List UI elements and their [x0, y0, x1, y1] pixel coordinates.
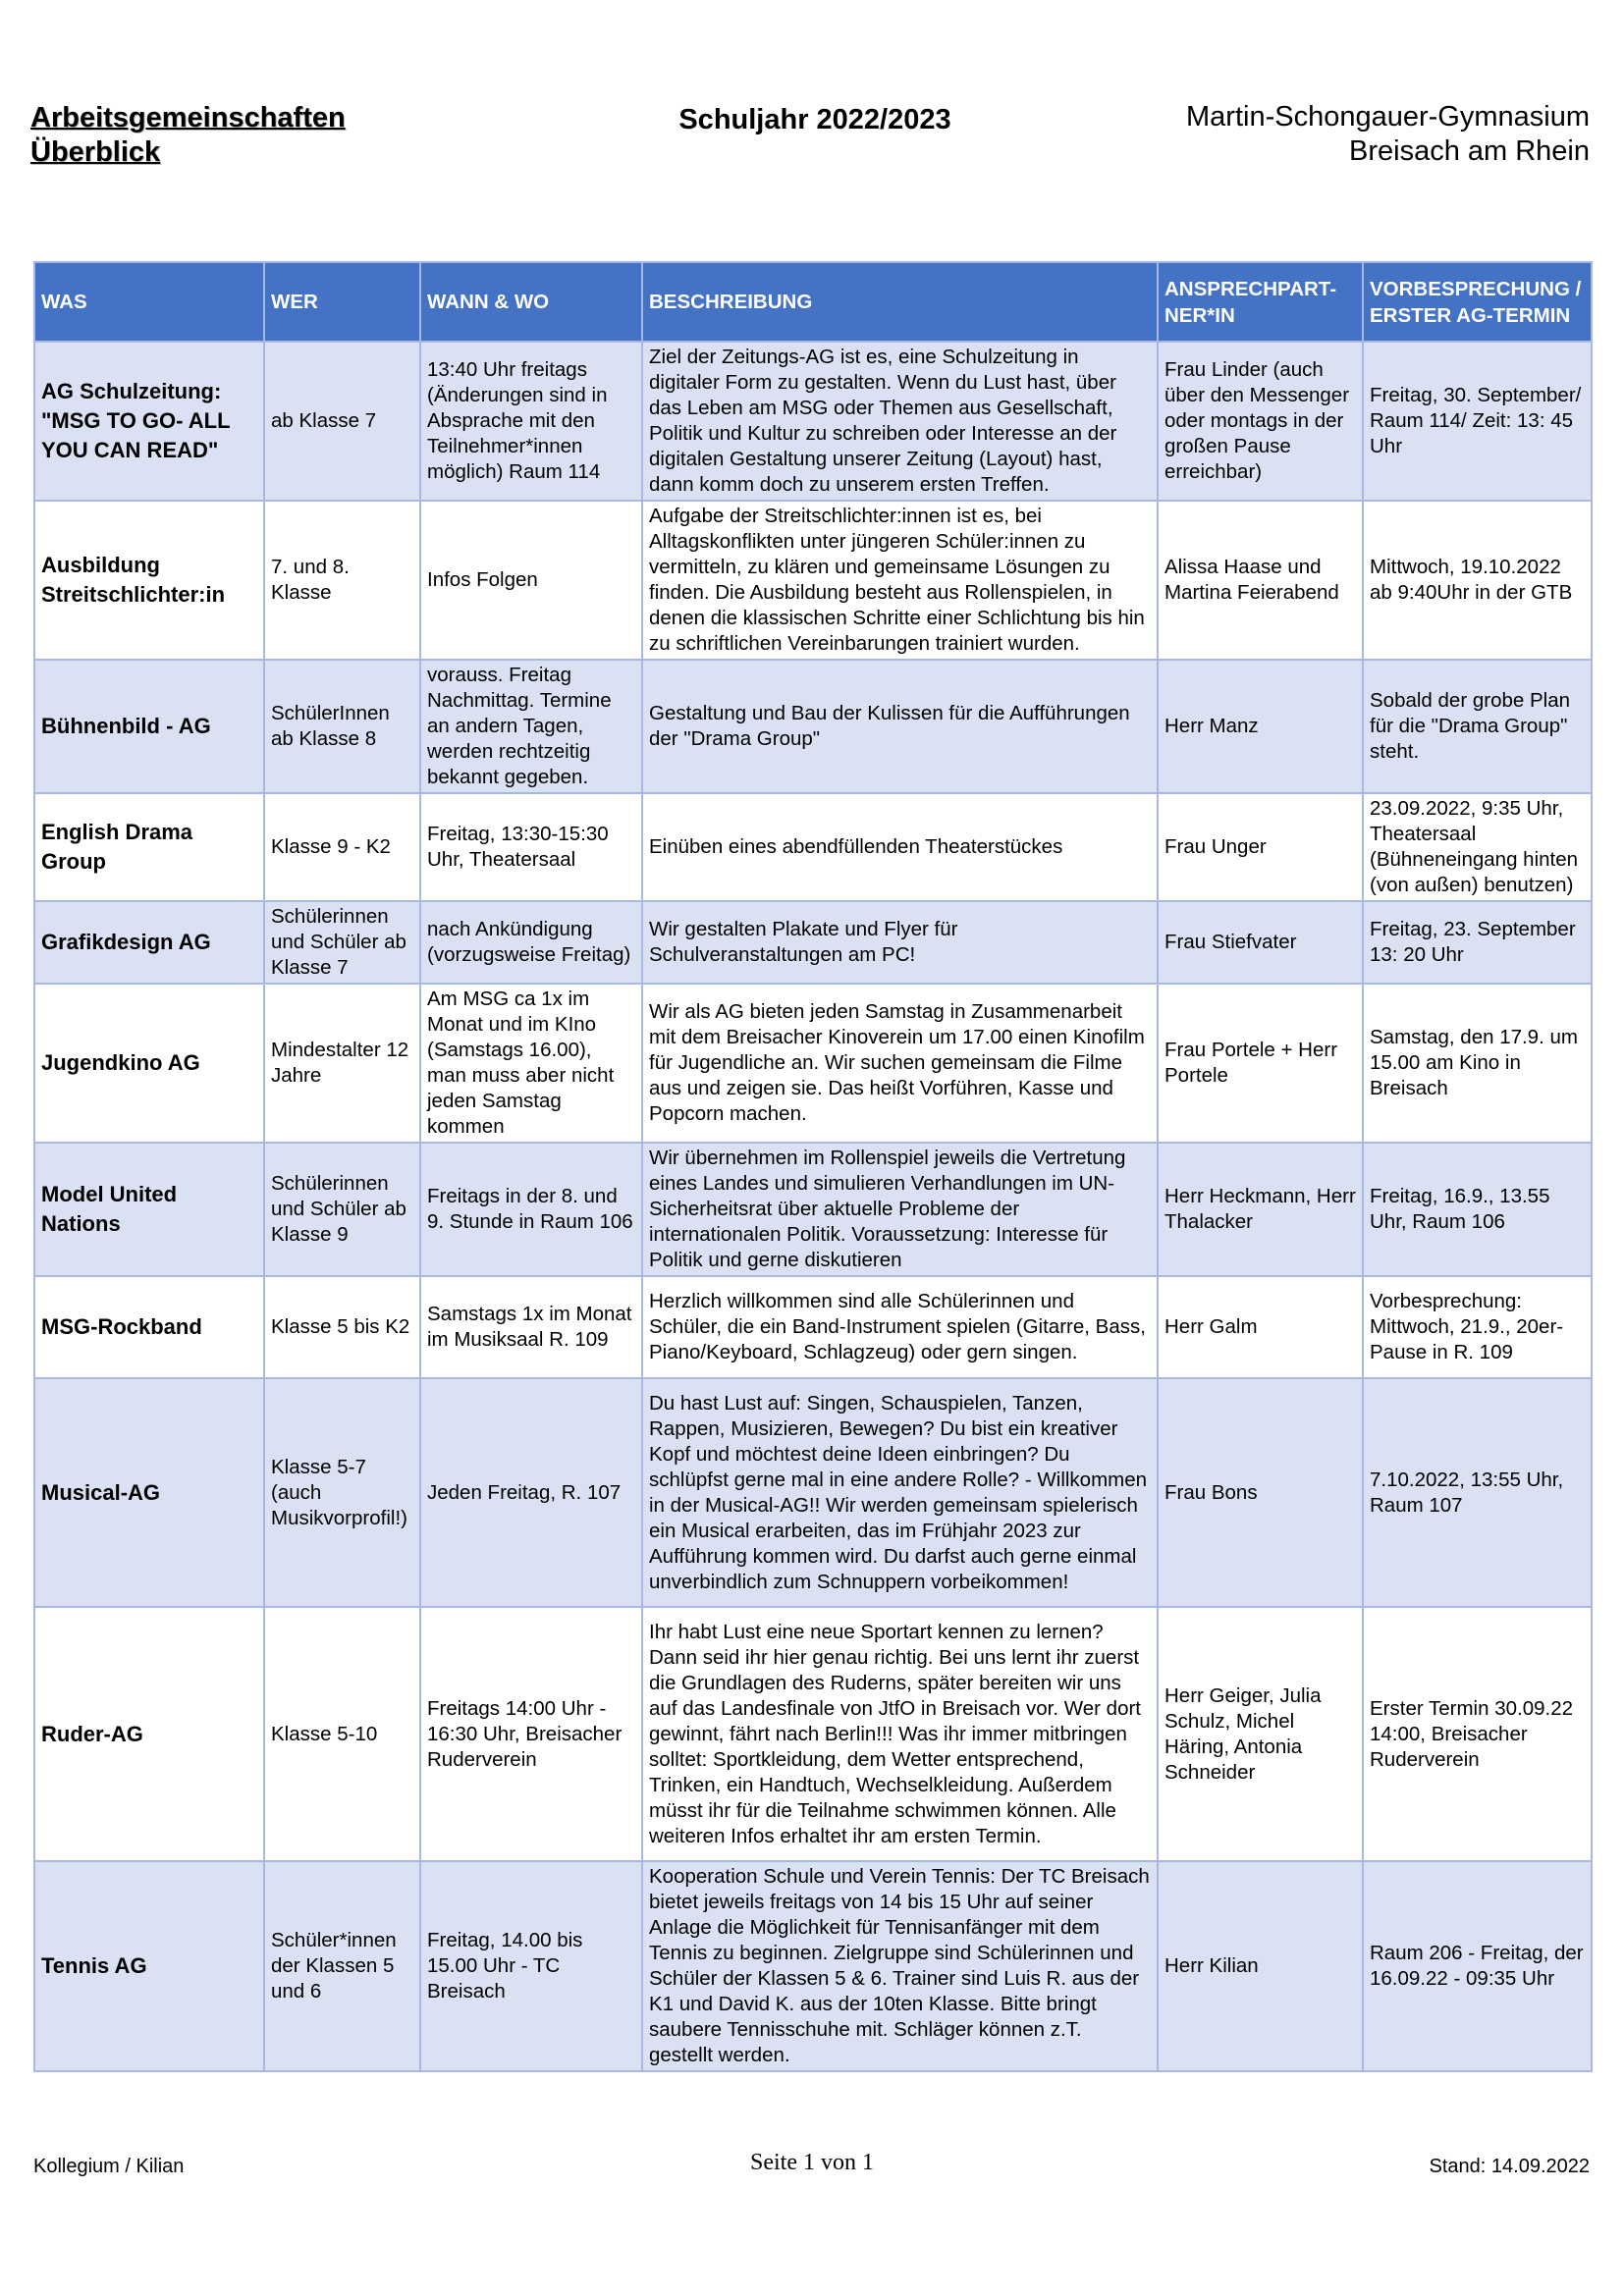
- table-row: [34, 793, 1592, 901]
- cell-termin: Mittwoch, 19.10.2022 ab 9:40Uhr in der GTB: [1363, 501, 1592, 660]
- footer-page-number: Seite 1 von 1: [750, 2150, 874, 2175]
- cell-wann-wo: Freitag, 14.00 bis 15.00 Uhr - TC Breisach: [420, 1861, 642, 2071]
- table-header: [34, 262, 1592, 342]
- table-row: [34, 1607, 1592, 1861]
- cell-was: Musical-AG: [34, 1378, 264, 1607]
- cell-wer: Klasse 5-10: [264, 1607, 420, 1861]
- cell-wer: Klasse 9 - K2: [264, 793, 420, 901]
- table-row: [34, 1378, 1592, 1607]
- cell-ansprechpartner: Frau Portele + Herr Portele: [1158, 984, 1363, 1143]
- cell-ansprechpartner: Alissa Haase und Martina Feierabend: [1158, 501, 1363, 660]
- cell-was: Model United Nations: [34, 1143, 264, 1276]
- cell-beschreibung: Ihr habt Lust eine neue Sportart kennen zu lernen? Dann seid ihr hier genau richtig. Bei uns lernt ihr zuerst die Grundlagen des Ruderns, später bereiten wir uns auf das Landesfinale von JtfO in Breisach vor. Wer dort gewinnt, fährt nach Berlin!!! Was ihr immer mitbringen solltet: Sportkleidung, dem Wetter entsprechend, Trinken, ein Handtuch, Wechselkleidung. Außerdem müsst ihr für die Teilnahme schwimmen können. Alle weiteren Infos erhaltet ihr am ersten Termin.: [642, 1607, 1158, 1861]
- cell-wann-wo: 13:40 Uhr freitags (Änderungen sind in Absprache mit den Teilnehmer*innen möglich) Raum 114: [420, 342, 642, 501]
- cell-wann-wo: Infos Folgen: [420, 501, 642, 660]
- cell-termin: Raum 206 - Freitag, der 16.09.22 - 09:35 Uhr: [1363, 1861, 1592, 2071]
- cell-beschreibung: Aufgabe der Streitschlichter:innen ist es, bei Alltagskonflikten unter jüngeren Schüler:innen zu vermitteln, zu klären und gemeinsame Lösungen zu finden. Die Ausbildung besteht aus Rollenspielen, in denen die klassischen Schritte einer Schlichtung bis hin zu schriftlichen Vereinbarungen trainiert wurden.: [642, 501, 1158, 660]
- cell-wer: Schüler*innen der Klassen 5 und 6: [264, 1861, 420, 2071]
- cell-termin: 7.10.2022, 13:55 Uhr, Raum 107: [1363, 1378, 1592, 1607]
- cell-ansprechpartner: Herr Heckmann, Herr Thalacker: [1158, 1143, 1363, 1276]
- table-row: [34, 1861, 1592, 2071]
- cell-was: MSG-Rockband: [34, 1276, 264, 1378]
- title-line-2: Überblick: [30, 136, 161, 168]
- cell-ansprechpartner: Herr Geiger, Julia Schulz, Michel Häring, Antonia Schneider: [1158, 1607, 1363, 1861]
- cell-wann-wo: Samstags 1x im Monat im Musiksaal R. 109: [420, 1276, 642, 1378]
- school-name: [1186, 100, 1590, 169]
- cell-wer: SchülerInnen ab Klasse 8: [264, 660, 420, 793]
- cell-was: English Drama Group: [34, 793, 264, 901]
- footer-date: Stand: 14.09.2022: [1429, 2156, 1590, 2177]
- cell-termin: Freitag, 23. September 13: 20 Uhr: [1363, 901, 1592, 984]
- cell-was: Ruder-AG: [34, 1607, 264, 1861]
- table-row: [34, 984, 1592, 1143]
- cell-beschreibung: Du hast Lust auf: Singen, Schauspielen, Tanzen, Rappen, Musizieren, Bewegen? Du bist ein kreativer Kopf und möchtest deine Ideen einbringen? Du schlüpfst gerne mal in eine andere Rolle? - Willkommen in der Musical-AG!! Wir werden gemeinsam spielerisch ein Musical erarbeiten, das im Frühjahr 2023 zur Aufführung kommen wird. Du darfst auch gerne einmal unverbindlich zum Schnuppern vorbeikommen!: [642, 1378, 1158, 1607]
- table-row: [34, 1143, 1592, 1276]
- col-header-ansprechpartner: ANSPRECHPART-NER*IN: [1158, 262, 1363, 342]
- ag-table: [33, 261, 1593, 2072]
- cell-termin: Vorbesprechung: Mittwoch, 21.9., 20er-Pause in R. 109: [1363, 1276, 1592, 1378]
- cell-termin: Samstag, den 17.9. um 15.00 am Kino in Breisach: [1363, 984, 1592, 1143]
- cell-wann-wo: Am MSG ca 1x im Monat und im KIno (Samstags 16.00), man muss aber nicht jeden Samstag kommen: [420, 984, 642, 1143]
- cell-wann-wo: vorauss. Freitag Nachmittag. Termine an andern Tagen, werden rechtzeitig bekannt gegeben.: [420, 660, 642, 793]
- col-header-wann-wo: WANN & WO: [420, 262, 642, 342]
- cell-ansprechpartner: Herr Kilian: [1158, 1861, 1363, 2071]
- footer-author: Kollegium / Kilian: [33, 2156, 185, 2177]
- school-year-label: Schuljahr 2022/2023: [678, 104, 951, 135]
- cell-wer: Schülerinnen und Schüler ab Klasse 9: [264, 1143, 420, 1276]
- cell-wann-wo: Freitag, 13:30-15:30 Uhr, Theatersaal: [420, 793, 642, 901]
- cell-was: Ausbildung Streitschlichter:in: [34, 501, 264, 660]
- cell-wer: Schülerinnen und Schüler ab Klasse 7: [264, 901, 420, 984]
- cell-termin: Freitag, 16.9., 13.55 Uhr, Raum 106: [1363, 1143, 1592, 1276]
- cell-ansprechpartner: Herr Manz: [1158, 660, 1363, 793]
- cell-wer: 7. und 8. Klasse: [264, 501, 420, 660]
- cell-was: Tennis AG: [34, 1861, 264, 2071]
- cell-wann-wo: Freitags 14:00 Uhr - 16:30 Uhr, Breisacher Ruderverein: [420, 1607, 642, 1861]
- cell-was: AG Schulzeitung: "MSG TO GO- ALL YOU CAN READ": [34, 342, 264, 501]
- cell-termin: Erster Termin 30.09.22 14:00, Breisacher Ruderverein: [1363, 1607, 1592, 1861]
- cell-ansprechpartner: Frau Linder (auch über den Messenger oder montags in der großen Pause erreichbar): [1158, 342, 1363, 501]
- cell-ansprechpartner: Frau Stiefvater: [1158, 901, 1363, 984]
- cell-ansprechpartner: Frau Unger: [1158, 793, 1363, 901]
- cell-termin: Sobald der grobe Plan für die "Drama Group" steht.: [1363, 660, 1592, 793]
- table-row: [34, 501, 1592, 660]
- cell-termin: Freitag, 30. September/ Raum 114/ Zeit: 13: 45 Uhr: [1363, 342, 1592, 501]
- table-body: [34, 342, 1592, 2071]
- cell-ansprechpartner: Frau Bons: [1158, 1378, 1363, 1607]
- cell-beschreibung: Wir als AG bieten jeden Samstag in Zusammenarbeit mit dem Breisacher Kinoverein um 17.00 einen Kinofilm für Jugendliche an. Wir suchen gemeinsam die Filme aus und zeigen sie. Das heißt Vorführen, Kasse und Popcorn machen.: [642, 984, 1158, 1143]
- cell-beschreibung: Einüben eines abendfüllenden Theaterstückes: [642, 793, 1158, 901]
- cell-was: Grafikdesign AG: [34, 901, 264, 984]
- col-header-beschreibung: BESCHREIBUNG: [642, 262, 1158, 342]
- cell-ansprechpartner: Herr Galm: [1158, 1276, 1363, 1378]
- cell-was: Jugendkino AG: [34, 984, 264, 1143]
- cell-termin: 23.09.2022, 9:35 Uhr, Theatersaal (Bühneneingang hinten (von außen) benutzen): [1363, 793, 1592, 901]
- table-row: [34, 1276, 1592, 1378]
- cell-was: Bühnenbild - AG: [34, 660, 264, 793]
- col-header-wer: WER: [264, 262, 420, 342]
- school-name-line-1: Martin-Schongauer-Gymnasium: [1186, 101, 1590, 133]
- cell-beschreibung: Kooperation Schule und Verein Tennis: Der TC Breisach bietet jeweils freitags von 14 bis 15 Uhr auf seiner Anlage die Möglichkeit für Tennisanfänger mit dem Tennis zu beginnen. Zielgruppe sind Schülerinnen und Schüler der Klassen 5 & 6. Trainer sind Luis R. aus der K1 und David K. aus der 10ten Klasse. Bitte bringt saubere Tennisschuhe mit. Schläger können z.T. gestellt werden.: [642, 1861, 1158, 2071]
- cell-wann-wo: nach Ankündigung (vorzugsweise Freitag): [420, 901, 642, 984]
- col-header-vorbesprechung: VORBESPRECHUNG / ERSTER AG-TERMIN: [1363, 262, 1592, 342]
- header-row: [34, 262, 1592, 342]
- cell-wer: Klasse 5-7 (auch Musikvorprofil!): [264, 1378, 420, 1607]
- cell-beschreibung: Wir übernehmen im Rollenspiel jeweils die Vertretung eines Landes und simulieren Verhandlungen im UN-Sicherheitsrat über aktuelle Probleme der internationalen Politik. Voraussetzung: Interesse für Politik und gerne diskutieren: [642, 1143, 1158, 1276]
- cell-wer: ab Klasse 7: [264, 342, 420, 501]
- title-line-1: Arbeitsgemeinschaften: [30, 102, 346, 133]
- cell-wer: Mindestalter 12 Jahre: [264, 984, 420, 1143]
- cell-beschreibung: Wir gestalten Plakate und Flyer für Schulveranstaltungen am PC!: [642, 901, 1158, 984]
- table-row: [34, 901, 1592, 984]
- cell-beschreibung: Gestaltung und Bau der Kulissen für die Aufführungen der "Drama Group": [642, 660, 1158, 793]
- cell-wann-wo: Jeden Freitag, R. 107: [420, 1378, 642, 1607]
- col-header-was: WAS: [34, 262, 264, 342]
- table-row: [34, 342, 1592, 501]
- table-row: [34, 660, 1592, 793]
- cell-beschreibung: Herzlich willkommen sind alle Schülerinnen und Schüler, die ein Band-Instrument spielen (Gitarre, Bass, Piano/Keyboard, Schlagzeug) oder gern singen.: [642, 1276, 1158, 1378]
- cell-wer: Klasse 5 bis K2: [264, 1276, 420, 1378]
- school-name-line-2: Breisach am Rhein: [1349, 135, 1590, 167]
- cell-wann-wo: Freitags in der 8. und 9. Stunde in Raum 106: [420, 1143, 642, 1276]
- cell-beschreibung: Ziel der Zeitungs-AG ist es, eine Schulzeitung in digitaler Form zu gestalten. Wenn du Lust hast, über das Leben am MSG oder Themen aus Gesellschaft, Politik und Kultur zu schreiben oder Interesse an der digitalen Gestaltung unserer Zeitung (Layout) hast, dann komm doch zu unserem ersten Treffen.: [642, 342, 1158, 501]
